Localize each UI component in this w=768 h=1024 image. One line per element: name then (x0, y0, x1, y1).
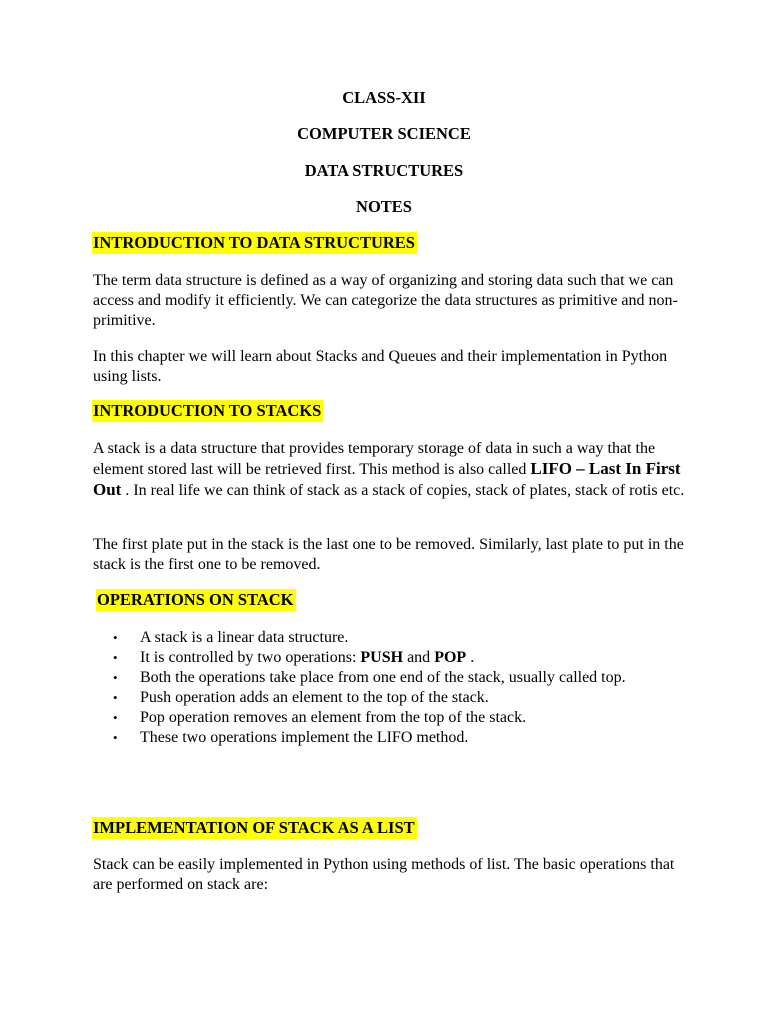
stack-definition-text: A stack is a data structure that provides temporary storage of data in such a way that the element stored last will be retrieved first. This method is also called (93, 440, 656, 478)
bullet-icon: • (113, 730, 118, 745)
list-item-text: These two operations implement the LIFO method. (140, 729, 469, 746)
list-item (113, 628, 673, 648)
heading-operations-on-stack: OPERATIONS ON STACK (97, 590, 294, 609)
notes-title: NOTES (356, 197, 412, 216)
list-item (113, 668, 673, 688)
lifo-term: LIFO – Last In First Out (93, 459, 681, 499)
list-item-text: and (403, 649, 435, 666)
heading-intro-stacks: INTRODUCTION TO STACKS (93, 401, 322, 420)
list-item (113, 648, 673, 668)
list-item (113, 708, 673, 728)
paragraph-stack-definition (93, 439, 693, 501)
heading-intro-data-structures: INTRODUCTION TO DATA STRUCTURES (93, 233, 415, 252)
bullet-icon: • (113, 630, 118, 645)
pop-term: POP (434, 649, 467, 666)
list-item-text: . (466, 649, 475, 666)
list-item (113, 688, 673, 708)
stack-examples-text: . In real life we can think of stack as a stack of copies, stack of plates, stack of rotis etc. (121, 482, 685, 499)
topic-title: DATA STRUCTURES (304, 161, 464, 180)
list-item-text: Both the operations take place from one end of the stack, usually called top. (140, 669, 626, 686)
bullet-icon: • (113, 670, 118, 685)
list-item-text: Push operation adds an element to the top of the stack. (140, 689, 489, 706)
operations-list (113, 628, 673, 748)
bullet-icon: • (113, 710, 118, 725)
list-item-text: It is controlled by two operations: (140, 649, 361, 666)
list-item-text: A stack is a linear data structure. (140, 629, 349, 646)
subject-title: COMPUTER SCIENCE (297, 124, 471, 143)
paragraph-implementation-intro: Stack can be easily implemented in Python using methods of list. The basic operations that are performed on stack are: (93, 856, 675, 893)
paragraph-chapter-scope: In this chapter we will learn about Stacks and Queues and their implementation in Python using lists. (93, 348, 668, 385)
class-title: CLASS-XII (342, 88, 426, 107)
paragraph-plate-example: The first plate put in the stack is the last one to be removed. Similarly, last plate to put in the stack is the first one to be removed. (93, 536, 684, 573)
paragraph-data-structure-definition: The term data structure is defined as a way of organizing and storing data such that we can access and modify it efficiently. We can categorize the data structures as primitive and non-primitive. (93, 272, 678, 329)
list-item (113, 728, 673, 748)
bullet-icon: • (113, 650, 118, 665)
list-item-text: Pop operation removes an element from the top of the stack. (140, 709, 527, 726)
push-term: PUSH (360, 649, 404, 666)
bullet-icon: • (113, 690, 118, 705)
heading-implementation-stack-list: IMPLEMENTATION OF STACK AS A LIST (93, 818, 415, 837)
